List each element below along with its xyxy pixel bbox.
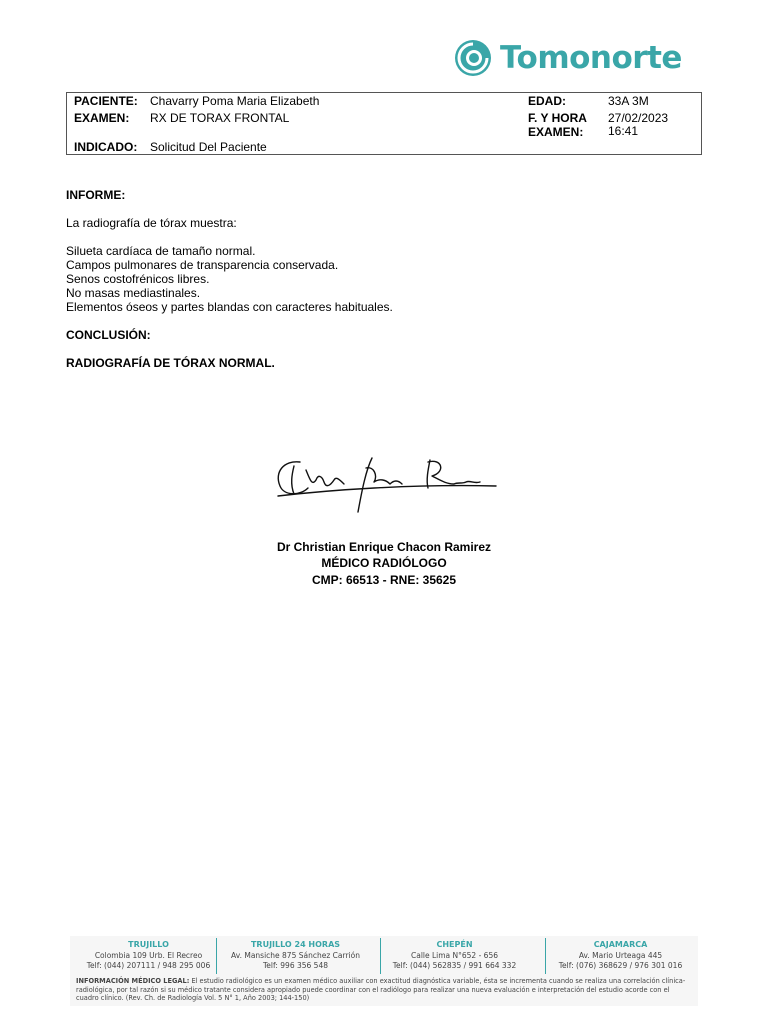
- examen-label: EXAMEN:: [74, 111, 130, 125]
- finding-item: Senos costofrénicos libres.: [66, 272, 210, 286]
- finding-item: Elementos óseos y partes blandas con caracteres habituales.: [66, 300, 393, 314]
- finding-item: Silueta cardíaca de tamaño normal.: [66, 244, 256, 258]
- doctor-signature: [270, 450, 510, 525]
- indicado-value: Solicitud Del Paciente: [150, 140, 267, 154]
- location-city: CHEPÉN: [436, 940, 473, 949]
- conclusion-title: CONCLUSIÓN:: [66, 328, 151, 342]
- footer-location: [217, 940, 374, 972]
- location-city: CAJAMARCA: [593, 940, 648, 949]
- fecha-value: 27/02/2023: [608, 111, 669, 125]
- legal-text: El estudio radiológico es un examen médico auxiliar con exactitud diagnóstica variable, ésta se incrementa cuando se realiza una correlación clínica-radiológica, por tal razón si su médico tratante considera apropiado puede coordinar con el radiólogo para realizar una nueva evaluación e interpretación del estudio acorde con el cuadro clínico. (Rev. Ch. de Radiología Vol. 5 N° 1, Año 2003; 144-150): [76, 977, 686, 1002]
- examen-value: RX DE TORAX FRONTAL: [150, 111, 290, 125]
- location-phone: Telf: (044) 562835 / 991 664 332: [392, 961, 517, 970]
- finding-item: Campos pulmonares de transparencia conservada.: [66, 258, 339, 272]
- doctor-name: Dr Christian Enrique Chacon Ramirez: [276, 540, 492, 554]
- legal-title: INFORMACIÓN MÉDICO LEGAL:: [76, 977, 190, 985]
- legal-notice: [76, 977, 694, 1003]
- location-address: Av. Mario Urteaga 445: [578, 950, 663, 960]
- brand-logo: [452, 34, 704, 82]
- location-address: Av. Mansiche 875 Sánchez Carrión: [231, 950, 360, 960]
- tomonorte-logo-icon: [452, 37, 494, 79]
- indicado-label: INDICADO:: [74, 140, 138, 154]
- edad-label: EDAD:: [528, 94, 566, 108]
- location-address: Colombia 109 Urb. El Recreo: [94, 950, 203, 960]
- finding-item: No masas mediastinales.: [66, 286, 201, 300]
- fecha-label-1: F. Y HORA: [528, 111, 587, 125]
- location-address: Calle Lima N°652 - 656: [410, 950, 498, 960]
- informe-intro: La radiografía de tórax muestra:: [66, 216, 237, 230]
- informe-title: INFORME:: [66, 188, 126, 202]
- doctor-title: MÉDICO RADIÓLOGO: [321, 556, 447, 570]
- footer-location: [376, 940, 533, 972]
- location-phone: Telf: 996 356 548: [262, 961, 328, 970]
- footer-location: [542, 940, 699, 972]
- hora-value: 16:41: [608, 124, 639, 138]
- footer-location: [70, 940, 227, 972]
- patient-info-box: [66, 92, 702, 155]
- findings-list: [66, 244, 393, 314]
- location-city: TRUJILLO 24 HORAS: [250, 940, 341, 949]
- doctor-credentials: CMP: 66513 - RNE: 35625: [311, 573, 457, 587]
- location-phone: Telf: (076) 368629 / 976 301 016: [558, 961, 683, 970]
- brand-name: Tomonorte: [500, 40, 682, 76]
- conclusion-text: RADIOGRAFÍA DE TÓRAX NORMAL.: [66, 356, 275, 370]
- fecha-label-2: EXAMEN:: [528, 125, 584, 139]
- edad-value: 33A 3M: [608, 94, 649, 108]
- location-phone: Telf: (044) 207111 / 948 295 006: [86, 961, 211, 970]
- paciente-value: Chavarry Poma Maria Elizabeth: [150, 94, 320, 108]
- paciente-label: PACIENTE:: [74, 94, 138, 108]
- footer: [70, 936, 698, 1006]
- location-city: TRUJILLO: [128, 940, 169, 949]
